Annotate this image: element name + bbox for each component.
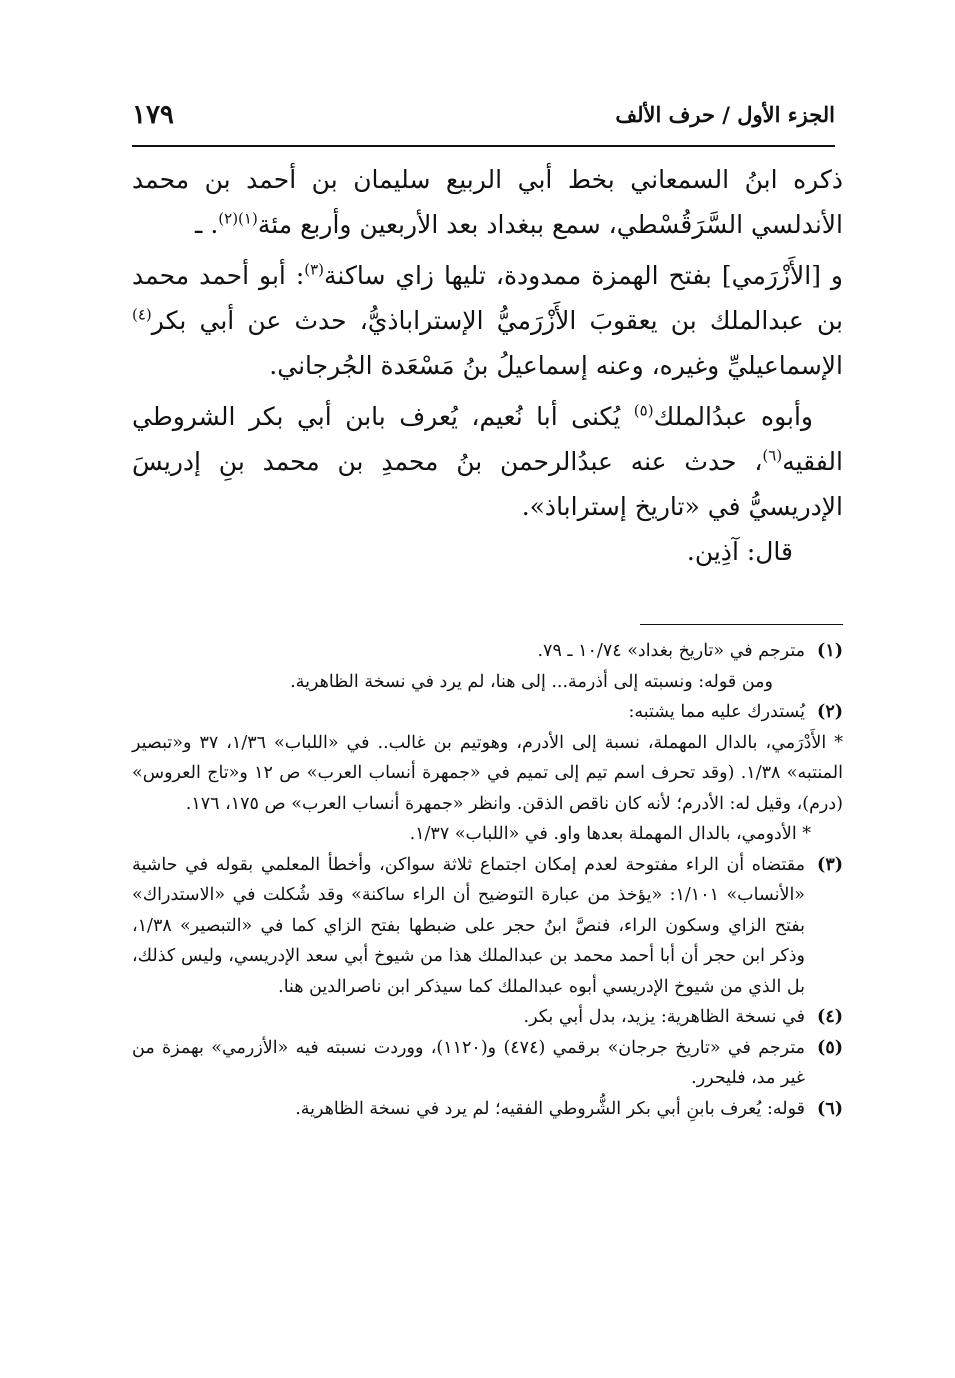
- page-number: ١٧٩: [132, 100, 174, 130]
- footnote-number: (٥): [817, 1037, 843, 1058]
- footnote-line: مترجم في «تاريخ جرجان» برقمي (٤٧٤) و(١١٢٠)، ووردت نسبته فيه «الأزرمي» بهمزة من غير مد، فليحرر.: [132, 1037, 805, 1088]
- footnote-5: [132, 1033, 843, 1094]
- footnote-line: يُستدرك عليه مما يشتبه:: [628, 702, 805, 722]
- footnote-1: [132, 636, 843, 697]
- footnote-number: (٦): [817, 1098, 843, 1119]
- footnote-number: (١): [817, 641, 843, 661]
- main-text: [132, 157, 843, 574]
- paragraph-3: وأبوه عبدُالملك$^{(٥)}$ يُكنى أبا نُعيم، يُعرف بابن أبي بكر الشروطي الفقيه$^{(٦)}$، حدث عنه عبدُالرحمن بنُ محمدِ بن محمد بنِ إدريسَ الإدريسيُّ في «تاريخ إستراباذ».: [132, 401, 843, 521]
- paragraph-1: ذكره ابنُ السمعاني بخط أبي الربيع سليمان بن أحمد بن محمد الأندلسي السَّرَقُسْطي، سمع ببغداد بعد الأربعين وأربع مئة$^{(١)(٢)}$. ـ: [132, 165, 843, 239]
- footnote-number: (٤): [817, 1007, 843, 1027]
- footnote-ref: (٦): [762, 446, 783, 465]
- footnote-number: (٢): [817, 702, 843, 722]
- footnote-line: مترجم في «تاريخ بغداد» ١٠/٧٤ ـ ٧٩.: [537, 641, 805, 661]
- footnote-3: [132, 850, 843, 1003]
- paragraph-2: و [الأَزْرَمي] بفتح الهمزة ممدودة، تليها زاي ساكنة$^{(٣)}$: أبو أحمد محمد بن عبدالملك بن يعقوبَ الأَزْرَميُّ الإستراباذيُّ، حدث عن أبي بكر$^{(٤)}$ الإسماعيليِّ وغيره، وعنه إسماعيلُ بنُ مَسْعَدة الجُرجاني.: [132, 260, 843, 380]
- footnote-line: * الأدومي، بالدال المهملة بعدها واو. في «اللباب» ١/٣٧.: [409, 824, 811, 844]
- footnote-4: [132, 1002, 843, 1033]
- footnote-number: (٣): [817, 854, 843, 875]
- footnote-ref: (٤): [132, 305, 152, 324]
- footnote-ref: (١)(٢): [218, 209, 258, 228]
- running-head: الجزء الأول / حرف الألف: [615, 102, 835, 127]
- page-header: [132, 100, 835, 144]
- footnote-line: * الأَدْرَمي، بالدال المهملة، نسبة إلى الأدرم، وهوتيم بن غالب.. في «اللباب» ١/٣٦، ٣٧ و«تبصير المنتبه» ١/٣٨. (وقد تحرف اسم تيم إلى تميم في «جمهرة أنساب العرب» ص ١٢ و«تاج العروس» (درم)، وقيل له: الأدرم؛ لأنه كان ناقص الذقن. وانظر «جمهرة أنساب العرب» ص ١٧٥، ١٧٦.: [132, 732, 843, 814]
- footnote-2: [132, 697, 843, 850]
- header-rule: [132, 145, 835, 147]
- footnote-ref: (٣): [304, 260, 325, 279]
- footnote-line: في نسخة الظاهرية: يزيد، بدل أبي بكر.: [523, 1007, 805, 1027]
- paragraph-4: قال: آذِين.: [686, 537, 793, 566]
- footnote-ref: (٥): [633, 401, 654, 420]
- footnotes-separator: [640, 624, 843, 625]
- footnote-6: [132, 1094, 843, 1125]
- footnote-line: ومن قوله: ونسبته إلى أذرمة... إلى هنا، لم يرد في نسخة الظاهرية.: [290, 671, 773, 692]
- footnote-line: مقتضاه أن الراء مفتوحة لعدم إمكان اجتماع ثلاثة سواكن، وأخطأ المعلمي بقوله في حاشية «الأنساب» ١/١٠١: «يؤخذ من عبارة التوضيح أن الراء ساكنة» وقد شُكلت في «الاستدراك» بفتح الزاي وسكون الراء، فنصَّ ابنُ حجر على ضبطها بفتح الزاي كما في «التبصير» ١/٣٨، وذكر ابن حجر أن أبا أحمد محمد بن عبدالملك هذا من شيوخ أبي سعد الإدريسي، وليس كذلك، بل الذي من شيوخ الإدريسي أبوه عبدالملك كما سيذكر ابن ناصرالدين هنا.: [132, 854, 806, 997]
- footnote-line: قوله: يُعرف بابنِ أبي بكر الشُّروطي الفقيه؛ لم يرد في نسخة الظاهرية.: [295, 1098, 805, 1119]
- footnotes: [132, 636, 843, 1124]
